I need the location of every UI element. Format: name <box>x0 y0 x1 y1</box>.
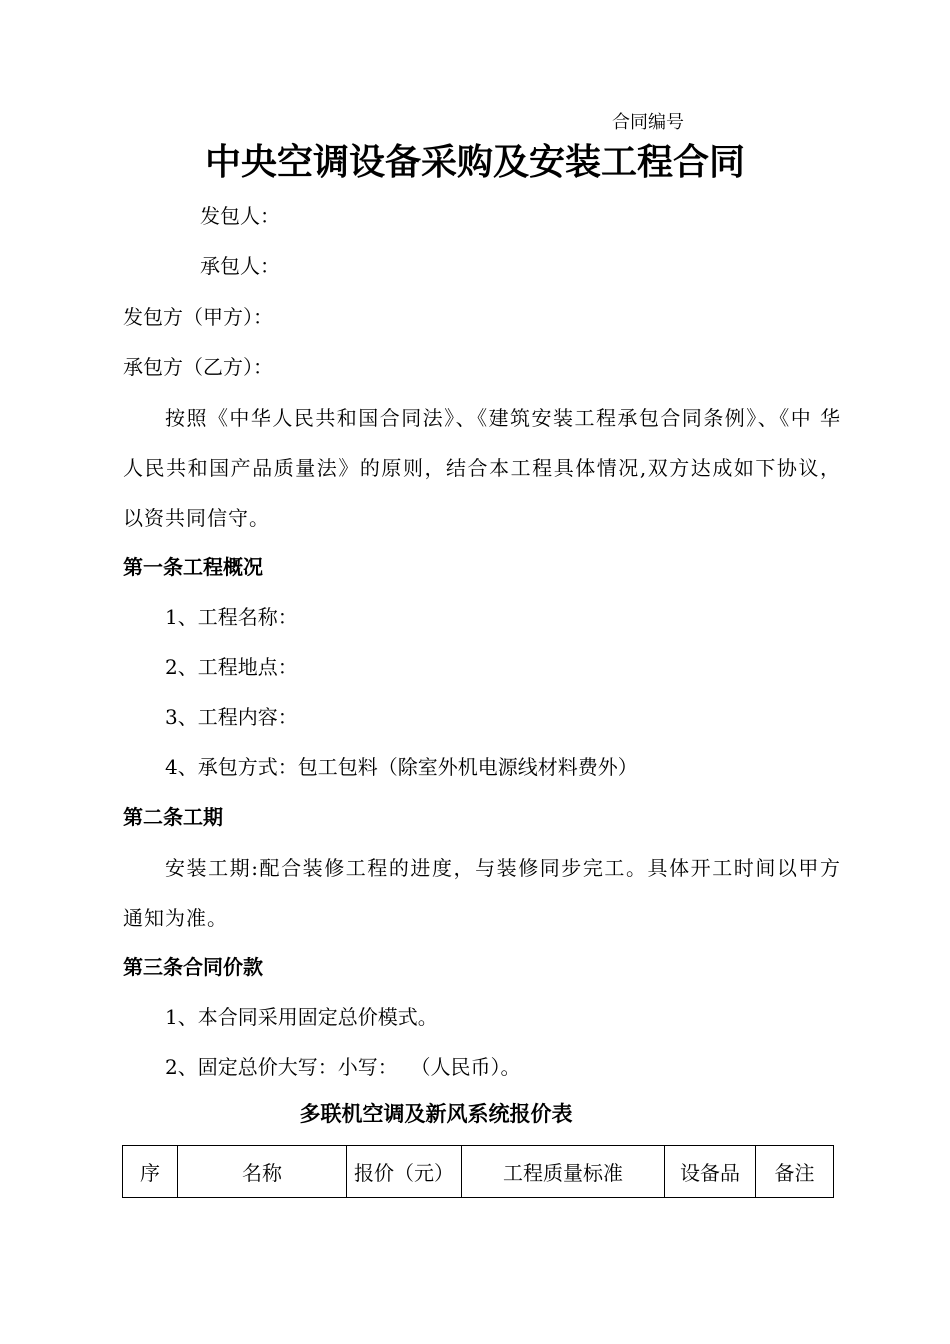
document-title: 中央空调设备采购及安装工程合同 <box>204 141 745 183</box>
quote-table <box>122 1145 834 1198</box>
article-3-item: 1、本合同采用固定总价模式。 <box>165 1005 438 1029</box>
contract-number-label: 合同编号 <box>612 112 684 133</box>
article-3-item: 2、固定总价大写：小写： （人民币）。 <box>165 1055 521 1079</box>
article-3-heading: 第三条合同价款 <box>123 955 263 979</box>
intro-paragraph: 按照《中华人民共和国合同法》、《建筑安装工程承包合同条例》、《中 华人民共和国产品质量法》的原则，结合本工程具体情况,双方达成如下协议，以资共同信守。 <box>123 406 841 530</box>
table-header-cell: 序 <box>123 1146 178 1198</box>
article-1-item: 1、工程名称： <box>165 605 298 629</box>
contractor-field: 承包人： <box>200 254 280 278</box>
quote-table-title: 多联机空调及新风系统报价表 <box>299 1101 573 1126</box>
table-header-cell: 备注 <box>756 1146 834 1198</box>
party-a-field: 发包方（甲方）： <box>123 305 273 329</box>
article-1-item: 3、工程内容： <box>165 705 298 729</box>
table-header-cell: 设备品 <box>665 1146 756 1198</box>
table-header-cell: 报价（元） <box>347 1146 462 1198</box>
article-1-heading: 第一条工程概况 <box>123 555 263 579</box>
party-b-field: 承包方（乙方）： <box>123 355 273 379</box>
employer-field: 发包人： <box>200 204 280 228</box>
table-header-cell: 工程质量标准 <box>462 1146 665 1198</box>
article-2-text: 安装工期:配合装修工程的进度，与装修同步完工。具体开工时间以甲方通知为准。 <box>123 856 841 930</box>
article-1-item: 2、工程地点： <box>165 655 298 679</box>
article-1-item: 4、承包方式：包工包料（除室外机电源线材料费外） <box>165 755 638 779</box>
article-2-heading: 第二条工期 <box>123 805 223 829</box>
table-header-cell: 名称 <box>178 1146 347 1198</box>
table-header-row <box>123 1146 834 1198</box>
